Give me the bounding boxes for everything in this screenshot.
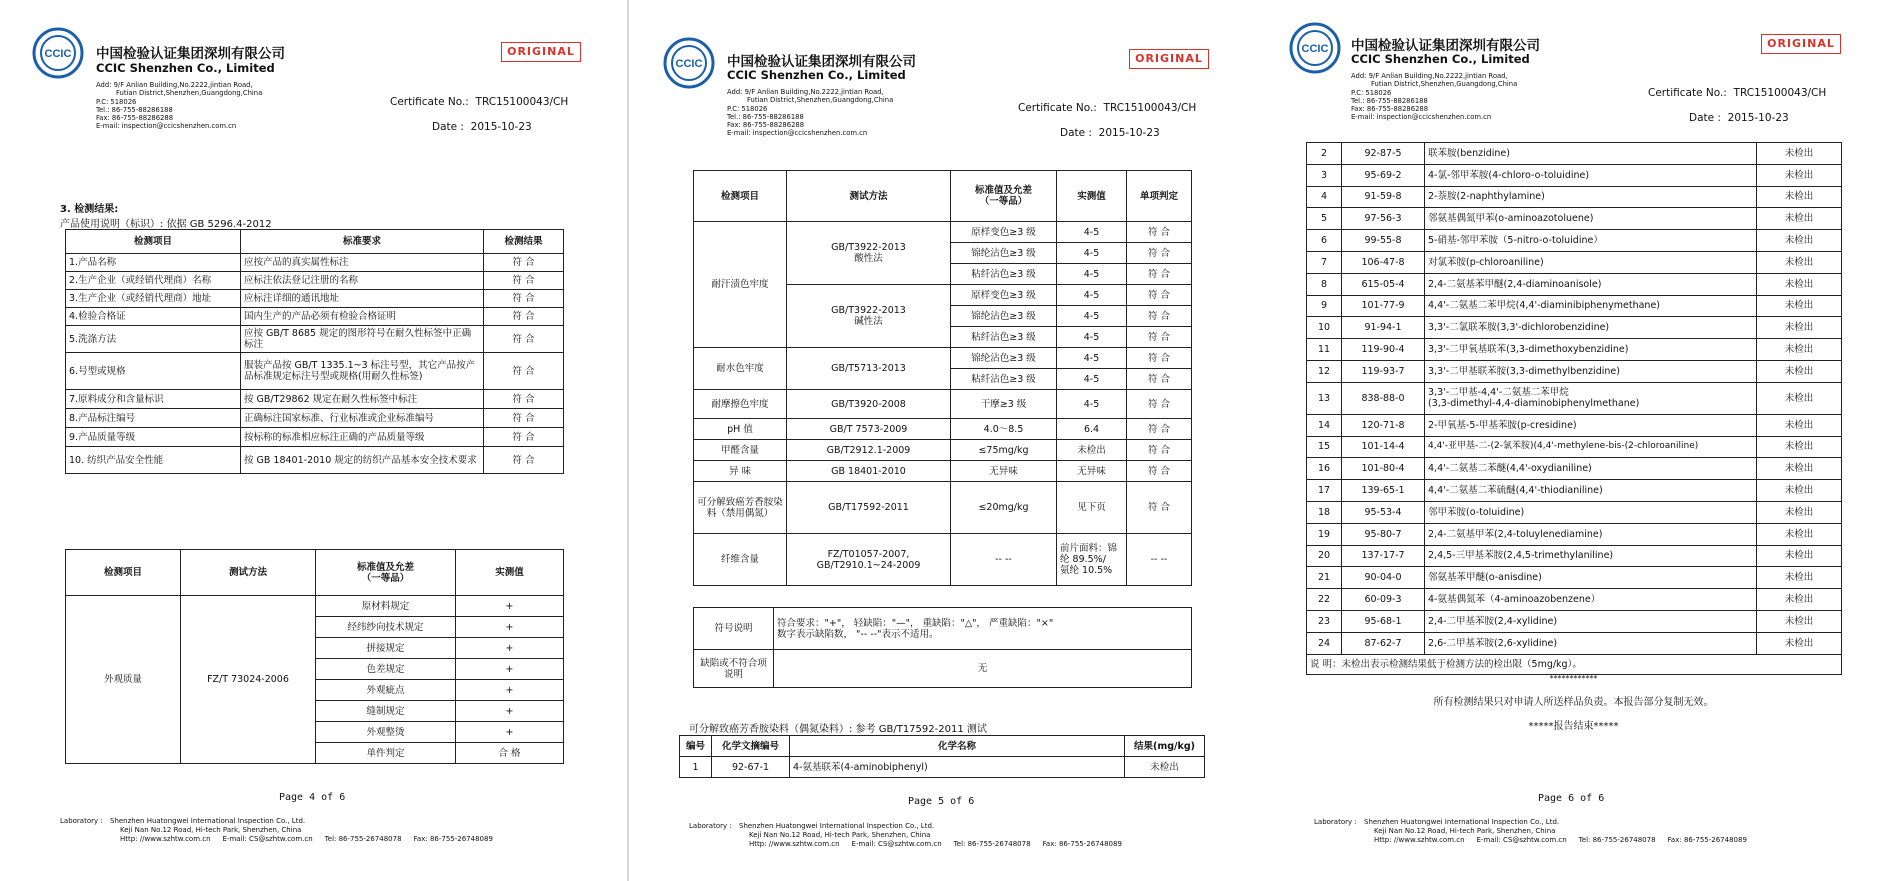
table-row: 19 95-80-7 2,4-二氨基甲苯(2,4-toluylenediamine) 未检出 xyxy=(1307,523,1842,545)
company-en-name: CCIC Shenzhen Co., Limited xyxy=(96,61,275,75)
table-row: 10. 纺织产品安全性能 按 GB 18401-2010 规定的纺织产品基本安全技术要求 符 合 xyxy=(66,447,564,474)
certificate-number: Certificate No.: TRC15100043/CH xyxy=(1018,102,1197,114)
table-row: 7.原料成分和含量标识 按 GB/T29862 规定在耐久性标签中标注 符 合 xyxy=(66,390,564,409)
table-row: 22 60-09-3 4-氨基偶氮苯（4-aminoazobenzene） 未检出 xyxy=(1307,589,1842,611)
page-number: Page 4 of 6 xyxy=(279,792,346,803)
table-row: 16 101-80-4 4,4'-二氨基二苯醚(4,4'-oxydianiline) 未检出 xyxy=(1307,458,1842,480)
table-row: 18 95-53-4 邻甲苯胺(o-toluidine) 未检出 xyxy=(1307,501,1842,523)
certificate-date: Date : 2015-10-23 xyxy=(1060,127,1160,139)
original-stamp: ORIGINAL xyxy=(1129,49,1209,69)
table-row: 缝制规定 + xyxy=(66,701,564,722)
company-cn-name: 中国检验认证集团深圳有限公司 xyxy=(1351,38,1540,54)
table-row: 10 91-94-1 3,3'-二氯联苯胺(3,3'-dichlorobenzidine) 未检出 xyxy=(1307,317,1842,339)
table-row: 11 119-90-4 3,3'-二甲氧基联苯(3,3-dimethoxybenzidine) 未检出 xyxy=(1307,339,1842,361)
notes-table xyxy=(693,607,1192,688)
table-row: 9 101-77-9 4,4'-二氨基二苯甲烷(4,4'-diaminibiphenymethane) 未检出 xyxy=(1307,295,1842,317)
separator-stars: ************ xyxy=(1549,674,1598,683)
section-note: 产品使用说明（标识）: 依据 GB 5296.4-2012 xyxy=(60,219,272,230)
report-page-4 xyxy=(0,0,625,881)
table-row: 单件判定 合 格 xyxy=(66,743,564,764)
table-row: 9.产品质量等级 按标称的标准相应标注正确的产品质量等级 符 合 xyxy=(66,428,564,447)
ccic-logo xyxy=(663,37,715,89)
table-row: 7 106-47-8 对氯苯胺(p-chloroaniline) 未检出 xyxy=(1307,251,1842,273)
table-row: 符号说明 符合要求："+"， 轻缺陷："—"， 重缺陷："△"， 严重缺陷："×" 数字表示缺陷数， "-- --"表示不适用。 xyxy=(694,608,1192,650)
svg-text:CCIC: CCIC xyxy=(675,58,703,70)
section-title: 3. 检测结果: xyxy=(60,204,119,215)
table-row: 锦纶沾色≥3 级 4-5 符 合 xyxy=(694,243,1192,264)
svg-text:CCIC: CCIC xyxy=(44,48,72,60)
page-header xyxy=(1260,0,1885,145)
label-inspection-table: 检测项目 标准要求 检测结果 1.产品名称 应按产品的真实属性标注 符 合 2.生产企业（或经销代理商）名称 应标注依法登记注册的名称 符 合 3.生产企业（或经销代理商）地址 应标注详细的通讯地址 符 合 4.检验合格证 国内生产的产品必须有检验合格证明 符 合 5.洗涤方法 应按 GB/T 8685 规定的图形符号在耐久性标签中正确标注 符 合 6.号型或规格 服装产品按 GB/T 1335.1~3 标注号型，其它产品按产品标准规定标注号型或规格(用耐久性标签) 符 合 7.原料成分和含量标识 按 GB/T29862 规定在耐久性标签中标注 符 合 8.产品标注编号 正确标注国家标准、行业标准或企业标准编号 符 合 9.产品质量等级 按标称的标准相应标注正确的产品质量等级 符 合 10. 纺织产品安全性能 按 GB 18401-2010 规定的纺织产品基本安全技术要求 符 合 xyxy=(65,229,564,474)
laboratory-info: Laboratory : Shenzhen Huatongwei International Inspection Co., Ltd. Keji Nan No.12 Road, Hi-tech Park, Shenzhen, China Http: //www.szhtw.com.cn E-mail: CS@szhtw.com.cn Tel: 86-755-26748078 Fax: 86-755-26748089 xyxy=(60,817,493,843)
table-row: 说 明：未检出表示检测结果低于检测方法的检出限（5mg/kg）。 xyxy=(1307,654,1842,674)
table-row: 21 90-04-0 邻氨基苯甲醚(o-anisdine) 未检出 xyxy=(1307,567,1842,589)
laboratory-info: Laboratory : Shenzhen Huatongwei International Inspection Co., Ltd. Keji Nan No.12 Road, Hi-tech Park, Shenzhen, China Http: //www.szhtw.com.cn E-mail: CS@szhtw.com.cn Tel: 86-755-26748078 Fax: 86-755-26748089 xyxy=(1314,818,1747,844)
company-address: Add: 9/F Anlian Building,No.2222,jintian Road, Futian District,Shenzhen,Guangdong,China P.C: 518026 Tel.: 86-755-88286188 Fax: 86-755-88286288 E-mail: inspection@ccicshenzhen.com.cn xyxy=(727,88,894,138)
table-row: 1.产品名称 应按产品的真实属性标注 符 合 xyxy=(66,254,564,272)
table-row: 3 95-69-2 4-氯-邻甲苯胺(4-chloro-o-toluidine) 未检出 xyxy=(1307,164,1842,186)
table-row: 13 838-88-0 3,3'-二甲基-4,4'-二氨基二苯甲烷 (3,3-dimethyl-4,4-diaminobiphenylmethane) 未检出 xyxy=(1307,382,1842,414)
report-page-5 xyxy=(631,0,1256,881)
page-divider xyxy=(627,0,629,881)
report-page-6 xyxy=(1260,0,1885,881)
certificate-date: Date : 2015-10-23 xyxy=(1689,112,1789,124)
table-row: 粘纤沾色≥3 级 4-5 符 合 xyxy=(694,327,1192,348)
page-header xyxy=(0,0,625,150)
table-row: 可分解致癌芳香胺染料（禁用偶氮） GB/T17592-2011 ≤20mg/kg 见下页 符 合 xyxy=(694,482,1192,534)
company-cn-name: 中国检验认证集团深圳有限公司 xyxy=(96,46,285,62)
certificate-date: Date : 2015-10-23 xyxy=(432,121,532,133)
table-row: 12 119-93-7 3,3'-二甲基联苯胺(3,3-dimethylbenzidine) 未检出 xyxy=(1307,360,1842,382)
table-row: 20 137-17-7 2,4,5-三甲基苯胺(2,4,5-trimethylaniline) 未检出 xyxy=(1307,545,1842,567)
physical-chemical-test-table: 检测项目 测试方法 标准值及允差 （一等品） 实测值 单项判定 耐汗渍色牢度 GB/T3922-2013 酸性法 原样变色≥3 级 4-5 符 合 锦纶沾色≥3 级 4-5 符 合 粘纤沾色≥3 级 4-5 符 合 GB/T3922-2013 碱性法 原样变色≥3 级 4-5 符 合 锦纶沾色≥3 级 4-5 符 合 粘纤沾色≥3 级 4-5 符 合 耐水色牢度 GB/T5713-2013 锦纶沾色≥3 级 4-5 符 合 粘纤沾色≥3 级 4-5 符 合 耐摩擦色牢度 GB/T3920-2008 干摩≥3 级 4-5 符 合 pH 值 GB/T 7573-2009 4.0～8.5 6.4 符 合 甲醛含量 GB/T2912.1-2009 ≤75mg/kg 未检出 符 合 异 味 GB 18401-2010 无异味 无异味 符 合 可分解致癌芳香胺染料（禁用偶氮） GB/T17592-2011 ≤20mg/kg 见下页 符 合 纤维含量 FZ/T01057-2007, GB/T2910.1~24-2009 -- -- 前片面料：锦纶 89.5%/ 氨纶 10.5% -- -- xyxy=(693,170,1192,586)
company-en-name: CCIC Shenzhen Co., Limited xyxy=(727,68,906,82)
disclaimer-text: 所有检测结果只对申请人所送样品负责。本报告部分复制无效。 xyxy=(1433,697,1714,708)
table-row: 17 139-65-1 4,4'-二氨基二苯硫醚(4,4'-thiodianiline) 未检出 xyxy=(1307,480,1842,502)
table-row: 15 101-14-4 4,4'-亚甲基-二-(2-氯苯胺)(4,4'-methylene-bis-(2-chloroaniline) 未检出 xyxy=(1307,436,1842,458)
page-number: Page 6 of 6 xyxy=(1538,793,1605,804)
table-row: 外观质量 FZ/T 73024-2006 原材料规定 + xyxy=(66,596,564,617)
table-row: 14 120-71-8 2-甲氧基-5-甲基苯胺(p-cresidine) 未检出 xyxy=(1307,414,1842,436)
table-row: 耐汗渍色牢度 GB/T3922-2013 酸性法 原样变色≥3 级 4-5 符 合 xyxy=(694,222,1192,243)
table-row: 耐水色牢度 GB/T5713-2013 锦纶沾色≥3 级 4-5 符 合 xyxy=(694,348,1192,369)
azo-dye-table-continued xyxy=(1306,142,1842,675)
company-address: Add: 9/F Anlian Building,No.2222,jintian Road, Futian District,Shenzhen,Guangdong,China P.C: 518026 Tel.: 86-755-88286188 Fax: 86-755-88286288 E-mail: inspection@ccicshenzhen.com.cn xyxy=(1351,72,1518,122)
table-row: 缺陷或不符合项说明 无 xyxy=(694,650,1192,688)
table-row: 2 92-87-5 联苯胺(benzidine) 未检出 xyxy=(1307,143,1842,165)
table-row: 24 87-62-7 2,6-二甲基苯胺(2,6-xylidine) 未检出 xyxy=(1307,632,1842,654)
table-row: pH 值 GB/T 7573-2009 4.0～8.5 6.4 符 合 xyxy=(694,419,1192,440)
table-row: 粘纤沾色≥3 级 4-5 符 合 xyxy=(694,369,1192,390)
svg-text:CCIC: CCIC xyxy=(1301,43,1329,55)
company-address: Add: 9/F Anlian Building,No.2222,jintian Road, Futian District,Shenzhen,Guangdong,China P.C: 518026 Tel.: 86-755-88286188 Fax: 86-755-88286288 E-mail: inspection@ccicshenzhen.com.cn xyxy=(96,81,263,131)
laboratory-info: Laboratory : Shenzhen Huatongwei International Inspection Co., Ltd. Keji Nan No.12 Road, Hi-tech Park, Shenzhen, China Http: //www.szhtw.com.cn E-mail: CS@szhtw.com.cn Tel: 86-755-26748078 Fax: 86-755-26748089 xyxy=(689,822,1122,848)
appearance-quality-table: 检测项目 测试方法 标准值及允差 （一等品） 实测值 外观质量 FZ/T 73024-2006 原材料规定 + 经纬纱向技术规定 + 拼接规定 + 色差规定 + 外观疵点 + 缝制规定 + 外观整烫 + 单件判定 合 格 xyxy=(65,549,564,764)
table-row: 8.产品标注编号 正确标注国家标准、行业标准或企业标准编号 符 合 xyxy=(66,409,564,428)
table-row: 耐摩擦色牢度 GB/T3920-2008 干摩≥3 级 4-5 符 合 xyxy=(694,390,1192,419)
table-row: 5 97-56-3 邻氨基偶氮甲苯(o-aminoazotoluene) 未检出 xyxy=(1307,208,1842,230)
table-row: 色差规定 + xyxy=(66,659,564,680)
table-row: 8 615-05-4 2,4-二氨基苯甲醚(2,4-diaminoanisole) 未检出 xyxy=(1307,273,1842,295)
ccic-logo xyxy=(1289,22,1341,74)
table-row: 纤维含量 FZ/T01057-2007, GB/T2910.1~24-2009 -- -- 前片面料：锦纶 89.5%/ 氨纶 10.5% -- -- xyxy=(694,534,1192,586)
table-row: 23 95-68-1 2,4-二甲基苯胺(2,4-xylidine) 未检出 xyxy=(1307,610,1842,632)
page-header xyxy=(631,10,1256,160)
table-row: 2.生产企业（或经销代理商）名称 应标注依法登记注册的名称 符 合 xyxy=(66,272,564,290)
page-number: Page 5 of 6 xyxy=(908,796,975,807)
certificate-number: Certificate No.: TRC15100043/CH xyxy=(390,96,569,108)
original-stamp: ORIGINAL xyxy=(501,42,581,62)
ccic-logo xyxy=(32,27,84,79)
table-row: 锦纶沾色≥3 级 4-5 符 合 xyxy=(694,306,1192,327)
table-row: 经纬纱向技术规定 + xyxy=(66,617,564,638)
table-row: 4.检验合格证 国内生产的产品必须有检验合格证明 符 合 xyxy=(66,308,564,326)
table-row: 6.号型或规格 服装产品按 GB/T 1335.1~3 标注号型，其它产品按产品标准规定标注号型或规格(用耐久性标签) 符 合 xyxy=(66,353,564,390)
azo-dye-table: 编号 化学文摘编号 化学名称 结果(mg/kg) 1 92-67-1 4-氨基联苯(4-aminobiphenyl) 未检出 xyxy=(679,735,1205,778)
report-end: *****报告结束***** xyxy=(1528,721,1619,732)
company-en-name: CCIC Shenzhen Co., Limited xyxy=(1351,52,1530,66)
table-row: 异 味 GB 18401-2010 无异味 无异味 符 合 xyxy=(694,461,1192,482)
azo-section-title: 可分解致癌芳香胺染料（偶氮染料）: 参考 GB/T17592-2011 测试 xyxy=(689,724,987,735)
table-row: 1 92-67-1 4-氨基联苯(4-aminobiphenyl) 未检出 xyxy=(680,757,1205,778)
table-row: GB/T3922-2013 碱性法 原样变色≥3 级 4-5 符 合 xyxy=(694,285,1192,306)
company-cn-name: 中国检验认证集团深圳有限公司 xyxy=(727,54,916,70)
certificate-number: Certificate No.: TRC15100043/CH xyxy=(1648,87,1827,99)
original-stamp: ORIGINAL xyxy=(1761,34,1841,54)
table-row: 6 99-55-8 5-硝基-邻甲苯胺（5-nitro-o-toluidine） 未检出 xyxy=(1307,230,1842,252)
table-row: 粘纤沾色≥3 级 4-5 符 合 xyxy=(694,264,1192,285)
table-row: 外观疵点 + xyxy=(66,680,564,701)
table-row: 甲醛含量 GB/T2912.1-2009 ≤75mg/kg 未检出 符 合 xyxy=(694,440,1192,461)
table-row: 拼接规定 + xyxy=(66,638,564,659)
table-row: 外观整烫 + xyxy=(66,722,564,743)
table-row: 5.洗涤方法 应按 GB/T 8685 规定的图形符号在耐久性标签中正确标注 符 合 xyxy=(66,326,564,353)
table-row: 4 91-59-8 2-萘胺(2-naphthylamine) 未检出 xyxy=(1307,186,1842,208)
table-row: 3.生产企业（或经销代理商）地址 应标注详细的通讯地址 符 合 xyxy=(66,290,564,308)
